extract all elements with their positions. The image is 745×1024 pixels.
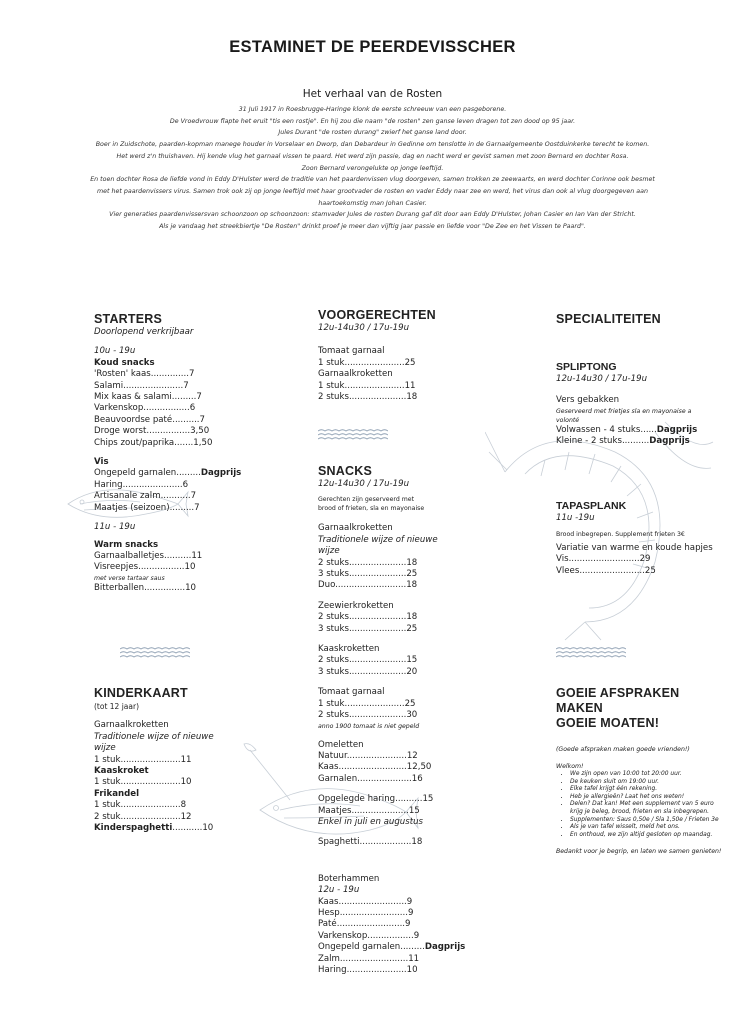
- dot-leader: ......................: [120, 800, 181, 811]
- rule-item: • Heb je allergieën? Laat het ons weten!: [570, 794, 726, 802]
- boterhammen-time: 12u - 19u: [318, 885, 360, 896]
- menu-item: [318, 954, 453, 965]
- item-name: 2 stuks: [318, 392, 349, 403]
- item-name: Visreepjes: [94, 562, 139, 573]
- dot-leader: .........: [176, 468, 201, 479]
- menu-item: [318, 710, 453, 721]
- menu-item: [318, 580, 453, 591]
- snacks-section: [318, 464, 466, 976]
- group-note: Traditionele wijze of nieuwe wijze: [318, 534, 438, 557]
- item-name: 2 stuks: [318, 612, 349, 623]
- vis-list: [94, 468, 242, 514]
- kinderkaart-sub: (tot 12 jaar): [94, 702, 139, 711]
- specialiteiten-section: [556, 312, 716, 577]
- afspraken-section: [556, 686, 726, 856]
- dot-leader: .........................: [336, 919, 406, 930]
- group-name: Tomaat garnaal: [318, 687, 385, 698]
- afspraken-welkom: Welkom!: [556, 763, 584, 770]
- afspraken-heading-3: GOEIE MOATEN!: [556, 716, 660, 730]
- tapasplank-heading: TAPASPLANK: [556, 499, 627, 512]
- menu-item: [318, 392, 448, 403]
- spliptong-time: 12u-14u30 / 17u-19u: [556, 374, 648, 384]
- menu-item: [94, 438, 234, 449]
- tapasplank-list: [556, 554, 716, 577]
- item-price: 6: [189, 403, 196, 414]
- tapasplank-time: 11u -19u: [556, 512, 595, 523]
- starters-sub: Doorlopend verkrijbaar: [94, 327, 194, 337]
- menu-item: [94, 503, 234, 514]
- item-price: 6: [182, 479, 189, 490]
- dot-leader: .....................: [348, 612, 407, 623]
- snack-group: [318, 523, 453, 591]
- item-price: 10: [180, 777, 192, 788]
- item-name: Hesp: [318, 907, 340, 918]
- item-name: 3 stuks: [318, 623, 349, 634]
- dot-leader: .....................: [351, 805, 409, 816]
- dot-leader: ......................: [120, 777, 181, 788]
- item-name: Varkenskop: [94, 403, 144, 414]
- item-name: 1 stuk: [318, 698, 345, 709]
- dot-leader: .....................: [348, 569, 407, 580]
- item-name: 3 stuks: [318, 666, 349, 677]
- spliptong-sub: Vers gebakken: [556, 395, 620, 406]
- snack-group: [318, 644, 453, 678]
- snacks-note-1: Gerechten zijn geserveerd met: [318, 496, 415, 504]
- dot-leader: ......................: [120, 754, 181, 765]
- rule-item: • Supplementen: Saus 0,50e / Sla 1,50e / Frieten 3e: [570, 817, 726, 825]
- item-name: 2 stuks: [318, 557, 349, 568]
- dot-leader: ...........: [172, 823, 203, 834]
- menu-item: [94, 403, 234, 414]
- item-name: Artisanale zalm: [94, 491, 161, 502]
- dot-leader: .....................: [348, 557, 407, 568]
- menu-item: [94, 392, 234, 403]
- item-price: 12: [406, 750, 418, 761]
- snacks-note-2: brood of frieten, sla en mayonaise: [318, 505, 425, 513]
- kinderkaart-section: [94, 686, 234, 834]
- starters-time-2: 11u - 19u: [94, 522, 136, 533]
- item-price: 25: [644, 565, 656, 576]
- story-text: [36, 104, 709, 233]
- item-price: 25: [406, 569, 418, 580]
- dot-leader: .....................: [348, 710, 407, 721]
- item-price: Dagprijs: [424, 942, 466, 953]
- menu-item: [318, 774, 453, 785]
- menu-item: [94, 369, 234, 380]
- wave-divider-icon: [120, 646, 190, 660]
- story-line: Boer in Zuidschote, paarden-kopman manege houder in Vorselaar en Dworp, dan Debardeur in Gedinne om tenslotte in de Garnaalgemeente Oostduinkerke terecht te komen.: [95, 141, 650, 149]
- menu-item: [318, 655, 453, 666]
- tapasplank-sub: Variatie van warme en koude hapjes: [556, 543, 713, 554]
- dot-leader: ...................: [359, 837, 412, 848]
- dot-leader: ......................: [344, 698, 405, 709]
- dot-leader: ......: [640, 424, 657, 435]
- story-line: Jules Durant "de rosten durang" zwierf het ganse land door.: [278, 129, 467, 137]
- item-name: Kleine - 2 stuks: [556, 436, 622, 447]
- story-line: met het paardenvissers virus. Samen trok ook zij op jonge leeftijd met haar grootvader de rosten en vader Eddy naar zee en werd, het virus dan ook al vlug doorgegeven aan: [97, 187, 648, 195]
- item-name: Varkenskop: [318, 930, 368, 941]
- dot-leader: ......................: [344, 380, 405, 391]
- item-price: 16: [411, 773, 423, 784]
- starters-time-1: 10u - 19u: [94, 346, 136, 357]
- item-price: 11: [191, 550, 203, 561]
- voorgerechten-time: 12u-14u30 / 17u-19u: [318, 323, 410, 333]
- rule-item: • Elke tafel krijgt één rekening.: [570, 786, 726, 794]
- item-price: 10: [184, 562, 196, 573]
- menu-item: [94, 755, 234, 766]
- item-name: Haring: [94, 479, 123, 490]
- item-name: 2 stuks: [318, 655, 349, 666]
- menu-item: [94, 823, 234, 834]
- menu-item: [94, 381, 234, 392]
- group-name: Garnaalkroketten: [94, 720, 169, 731]
- rule-item: • En onthoud, we zijn altijd gesloten op maandag.: [570, 832, 726, 840]
- item-name: Ongepeld garnalen: [318, 942, 401, 953]
- item-name: Duo: [318, 580, 336, 591]
- menu-item: [318, 569, 453, 580]
- dot-leader: ......................: [344, 357, 405, 368]
- item-price: 7: [199, 414, 206, 425]
- item-name: Chips zout/paprika: [94, 437, 175, 448]
- item-price: 15: [406, 655, 418, 666]
- snack-group: [318, 687, 453, 730]
- menu-item: [318, 762, 453, 773]
- item-note: met verse tartaar saus: [94, 574, 165, 582]
- afspraken-heading-1: GOEIE AFSPRAKEN: [556, 686, 680, 700]
- afspraken-thanks: Bedankt voor je begrip, en laten we samen genieten!: [556, 848, 722, 856]
- menu-item: [318, 919, 453, 930]
- item-price: 7: [188, 369, 195, 380]
- dot-leader: ....................: [357, 773, 412, 784]
- afspraken-rules: [556, 771, 726, 839]
- menu-item: [556, 566, 716, 577]
- menu-item: [318, 667, 453, 678]
- menu-item: [318, 806, 453, 817]
- item-price: 10: [185, 582, 196, 593]
- item-name: 2 stuks: [318, 710, 349, 721]
- item-name: Kaas: [318, 762, 339, 773]
- item-price: 20: [406, 666, 418, 677]
- item-price: 29: [639, 554, 651, 565]
- dot-leader: .......: [174, 437, 194, 448]
- story-line: Vier generaties paardenvissersvan schoonzoon op schoonzoon: stamvader Jules de rosten Durang gaf dit door aan Eddy D'Hulster, Johan Casier en Ian Van der Stricht.: [109, 211, 636, 219]
- afspraken-heading-2: MAKEN: [556, 701, 603, 715]
- group-name: Kaaskroketten: [318, 644, 380, 655]
- snack-group: [318, 837, 453, 848]
- menu-item: [318, 794, 453, 805]
- menu-item: [94, 551, 234, 562]
- warm-heading: Warm snacks: [94, 539, 159, 550]
- starters-heading: STARTERS: [94, 312, 163, 326]
- item-name: Vlees: [556, 565, 580, 576]
- item-price: 25: [404, 698, 416, 709]
- item-price: Dagprijs: [200, 468, 242, 479]
- menu-item: [318, 897, 453, 908]
- item-name: Opgelegde haring: [318, 794, 396, 805]
- group-after-note: anno 1900 tomaat is niet gepeld: [318, 722, 420, 730]
- dot-leader: ......................: [122, 479, 183, 490]
- dot-leader: ..........: [163, 550, 192, 561]
- menu-item: [318, 624, 453, 635]
- vis-heading: Vis: [94, 457, 109, 468]
- dot-leader: .....................: [348, 666, 407, 677]
- dot-leader: ..........: [172, 414, 200, 425]
- rule-item: • We zijn open van 10:00 tot 20:00 uur.: [570, 771, 726, 779]
- starters-section: [94, 312, 242, 594]
- item-name: Bitterballen: [94, 582, 145, 593]
- spliptong-note: Geserveerd met frietjes sla en mayonaise a volonté: [556, 407, 692, 424]
- item-price: 12,50: [406, 762, 432, 773]
- snacks-list: [318, 523, 453, 848]
- item-name: Droge worst: [94, 426, 147, 437]
- snack-group: [318, 794, 453, 828]
- item-price: 11: [404, 380, 416, 391]
- boterhammen-heading: Boterhammen: [318, 873, 380, 884]
- spliptong-list: [556, 425, 716, 448]
- page-title: ESTAMINET DE PEERDEVISSCHER: [229, 38, 516, 56]
- menu-item: [556, 425, 716, 436]
- item-price: 11: [408, 953, 420, 964]
- menu-item: [94, 562, 234, 573]
- item-price: 12: [180, 811, 192, 822]
- story-title: Het verhaal van de Rosten: [302, 88, 443, 100]
- dot-leader: ......................: [346, 965, 407, 975]
- item-name: Maatjes: [318, 805, 352, 816]
- item-price: 25: [404, 357, 416, 368]
- item-name: Natuur: [318, 750, 347, 761]
- menu-item: [94, 812, 234, 823]
- menu-item: [318, 965, 453, 976]
- story-line: 31 Juli 1917 in Roesbrugge-Haringe klonk de eerste schreeuw van een pasgeborene.: [238, 106, 507, 113]
- dot-leader: ...............: [144, 582, 186, 593]
- item-name: 1 stuk: [318, 380, 345, 391]
- item-name: 2 stuk: [94, 811, 121, 822]
- dot-leader: .........: [171, 392, 197, 403]
- item-price: 25: [406, 623, 418, 634]
- item-price: 9: [405, 919, 411, 930]
- kinderkaart-heading: KINDERKAART: [94, 686, 188, 700]
- item-price: 8: [180, 800, 187, 811]
- item-price: 7: [196, 392, 202, 403]
- item-name: 3 stuks: [318, 569, 349, 580]
- item-price: 9: [406, 896, 413, 907]
- menu-item: [94, 574, 234, 583]
- group-name: Frikandel: [94, 788, 140, 799]
- dot-leader: .................: [367, 930, 414, 941]
- dot-leader: .....................: [348, 655, 407, 666]
- story-line: De Vroedvrouw flapte het eruit "tis een rostje". En hij zou die naam "de rosten" zen ganse leven dragen tot zen dood op 95 jaar.: [169, 117, 576, 125]
- dot-leader: ..........: [395, 794, 423, 805]
- item-price: 18: [406, 580, 418, 591]
- dot-leader: ...........: [160, 491, 191, 502]
- dot-leader: ......................: [120, 811, 181, 822]
- voorgerechten-heading: VOORGERECHTEN: [318, 308, 436, 322]
- snack-group: [318, 601, 453, 635]
- dot-leader: ..........: [621, 436, 650, 447]
- dot-leader: ..........................: [568, 554, 640, 565]
- item-name: 1 stuk: [318, 357, 345, 368]
- menu-item: [318, 558, 453, 569]
- item-name: Kinderspaghetti: [94, 823, 173, 834]
- story-line: haartoekomstig man Johan Casier.: [318, 199, 427, 207]
- rule-item: • Als je van tafel wisselt, meld het ons.: [570, 824, 726, 832]
- item-price: 30: [406, 710, 418, 721]
- dot-leader: ........................: [579, 565, 645, 576]
- tapasplank-note: Brood inbegrepen. Supplement frieten 3€: [556, 531, 685, 539]
- voorgerechten-section: [318, 308, 448, 403]
- menu-item: [318, 837, 453, 848]
- dot-leader: ................: [146, 426, 191, 437]
- menu-item: [318, 358, 448, 369]
- wave-divider-icon: [318, 428, 388, 442]
- item-name: Kaas: [318, 896, 339, 907]
- item-price: 15: [422, 794, 434, 805]
- item-name: Zalm: [318, 953, 340, 964]
- item-name: Volwassen - 4 stuks: [556, 424, 641, 435]
- koud-list: [94, 369, 234, 449]
- wave-divider-icon: [556, 646, 626, 660]
- dot-leader: .........................: [338, 762, 407, 773]
- group-name: Omeletten: [318, 739, 364, 750]
- story-line: Zoon Bernard verongelukte op jonge leeftijd.: [301, 164, 444, 172]
- dot-leader: .........: [400, 942, 425, 953]
- group-name: Zeewierkroketten: [318, 600, 394, 611]
- snacks-time: 12u-14u30 / 17u-19u: [318, 479, 410, 489]
- koud-heading: Koud snacks: [94, 357, 155, 368]
- item-name: Salami: [94, 380, 124, 391]
- item-name: Maatjes (seizoen): [94, 502, 170, 513]
- item-price: 9: [407, 907, 414, 918]
- item-price: 7: [194, 502, 200, 513]
- item-name: 1 stuk: [94, 800, 121, 811]
- rule-item: • Delen? Dat kan! Met een supplement van 5 euro krijg je beleg, brood, frieten en sla inbegrepen.: [570, 801, 726, 816]
- dot-leader: .................: [143, 403, 190, 414]
- menu-item: [318, 699, 453, 710]
- dot-leader: .........: [169, 502, 195, 513]
- item-price: 9: [413, 930, 420, 941]
- item-name: Garnalen: [318, 773, 358, 784]
- item-price: 1,50: [193, 437, 213, 448]
- group-name: Garnaalkroketten: [318, 523, 393, 534]
- item-name: Ongepeld garnalen: [94, 468, 177, 479]
- group-name: Kaaskroket: [94, 766, 149, 777]
- menu-item: [94, 468, 242, 479]
- dot-leader: ..........................: [335, 580, 407, 591]
- menu-item: [318, 751, 453, 762]
- menu-item: [94, 777, 234, 788]
- boterhammen-list: [318, 896, 466, 977]
- group-name: Tomaat garnaal: [318, 346, 385, 357]
- kinderkaart-list: [94, 720, 234, 834]
- item-price: 18: [406, 612, 418, 623]
- group-note: Traditionele wijze of nieuwe wijze: [94, 731, 214, 754]
- menu-item: [94, 583, 234, 594]
- item-price: 7: [190, 491, 197, 502]
- snacks-heading: SNACKS: [318, 464, 372, 478]
- item-name: Mix kaas & salami: [94, 392, 172, 403]
- story-line: Als je vandaag het streekbiertje "De Rosten" drinkt proef je meer dan vijftig jaar passie en liefde voor "De Zee en het Vissen te Paard".: [159, 223, 586, 231]
- specialiteiten-heading: SPECIALITEITEN: [556, 312, 661, 326]
- menu-item: [318, 942, 466, 953]
- voorgerechten-list: [318, 346, 448, 403]
- dot-leader: .........................: [339, 953, 409, 964]
- dot-leader: .....................: [348, 392, 407, 403]
- menu-item: [94, 480, 234, 491]
- menu-item: [318, 381, 448, 392]
- dot-leader: ......................: [123, 380, 184, 391]
- menu-item: [94, 491, 234, 502]
- item-name: 1 stuk: [94, 777, 121, 788]
- spliptong-heading: SPLIPTONG: [556, 361, 617, 373]
- dot-leader: .........................: [339, 907, 408, 918]
- item-price: 18: [406, 557, 418, 568]
- dot-leader: ..............: [150, 369, 189, 380]
- dot-leader: .........................: [338, 896, 407, 907]
- item-price: 3,50: [190, 426, 210, 437]
- dot-leader: ......................: [346, 750, 407, 761]
- menu-item: [556, 436, 716, 447]
- menu-item: [318, 612, 453, 623]
- group-after-note: Enkel in juli en augustus: [318, 816, 424, 827]
- menu-item: [318, 931, 453, 942]
- item-price: 18: [406, 392, 418, 403]
- menu-item: [556, 554, 716, 565]
- story-line: En toen dochter Rosa de liefde vond in Eddy D'Hulster werd de traditie van het paardenvissen vlug doorgeven, samen trokken ze zeewaarts, en werd dochter Corinne ook besmet: [90, 176, 655, 184]
- menu-item: [318, 908, 453, 919]
- item-price: 10: [202, 823, 214, 834]
- item-name: 'Rosten' kaas: [94, 369, 151, 380]
- item-name: Paté: [318, 919, 337, 930]
- item-price: 10: [406, 965, 418, 975]
- dot-leader: .....................: [348, 623, 407, 634]
- snack-group: [318, 740, 453, 786]
- afspraken-sub: (Goede afspraken maken goede vrienden!): [556, 746, 690, 753]
- dot-leader: .................: [138, 562, 185, 573]
- group-name: Garnaalkroketten: [318, 369, 393, 380]
- item-name: Haring: [318, 965, 347, 975]
- item-price: 11: [180, 754, 192, 765]
- story-line: Het werd z'n thuishaven. Hij kende vlug het garnaal vissen te paard. Het werd zijn passie, dag en nacht werd er gevist samen met zoon Bernard en dochter Rosa.: [116, 152, 629, 160]
- item-price: Dagprijs: [656, 424, 698, 435]
- warm-list: [94, 551, 234, 594]
- item-price: 15: [408, 805, 420, 816]
- menu-item: [94, 426, 234, 437]
- item-name: 1 stuk: [94, 754, 121, 765]
- item-name: Garnaalballetjes: [94, 550, 164, 561]
- item-name: Spaghetti: [318, 837, 360, 848]
- item-price: Dagprijs: [649, 436, 690, 447]
- item-price: 18: [411, 837, 423, 848]
- rule-item: • De keuken sluit om 19:00 uur.: [570, 779, 726, 787]
- menu-item: [94, 800, 234, 811]
- item-name: Vis: [556, 554, 569, 565]
- item-name: Beauvoordse paté: [94, 414, 173, 425]
- menu-item: [94, 415, 234, 426]
- item-price: 7: [183, 380, 189, 391]
